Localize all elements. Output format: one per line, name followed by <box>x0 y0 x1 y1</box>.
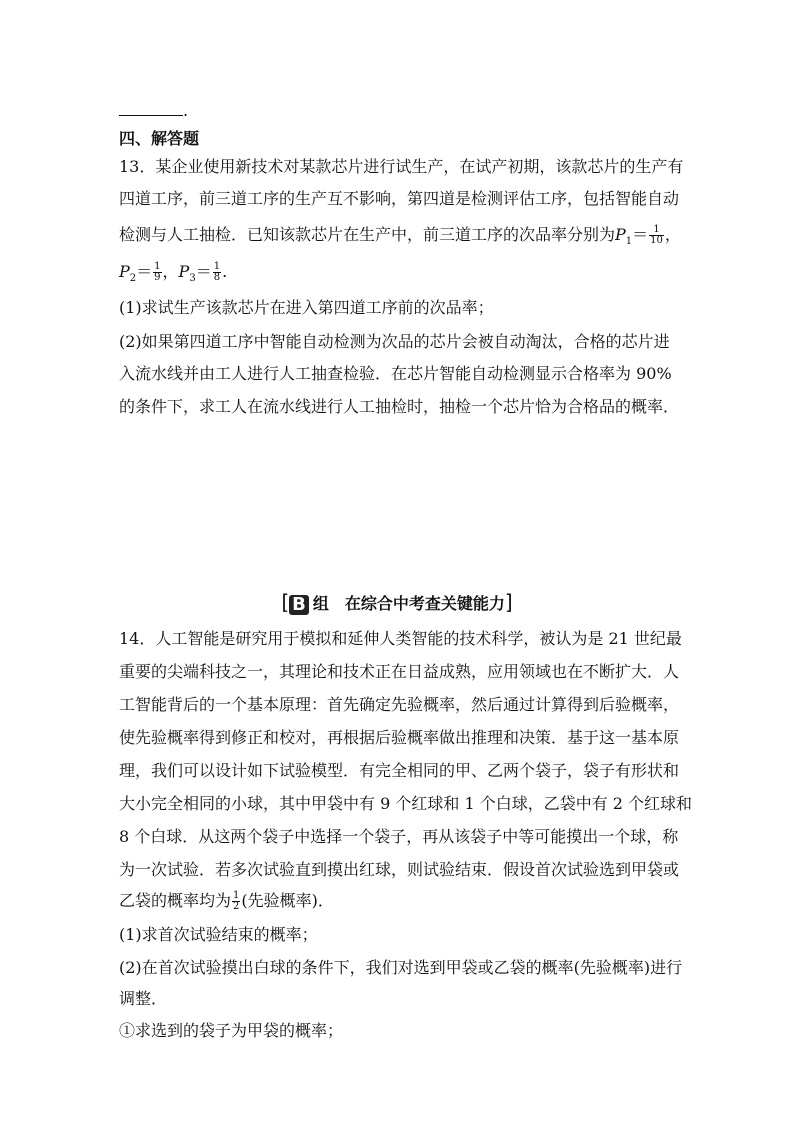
group-b-label: 组 在综合中考查关键能力 <box>312 594 505 613</box>
q13-line-1: 13．某企业使用新技术对某款芯片进行试生产，在试产初期，该款芯片的生产有 <box>119 157 684 176</box>
q14-line-9: 乙袋的概率均为 $\frac{1}{2}$ (先验概率)． <box>119 890 334 912</box>
fraction-p1: $\frac{1}{10}$ <box>650 224 663 246</box>
q13-line-2: 四道工序，前三道工序的生产互不影响，第四道是检测评估工序，包括智能自动 <box>119 189 680 208</box>
q14-line-4: 使先验概率得到修正和校对，再根据后验概率做出推理和决策．基于这一基本原 <box>119 728 680 747</box>
q13-line-4: $P_2=$ $\frac{1}{9}$ ，$P_3=$ $\frac{1}{8}$ . <box>119 261 228 285</box>
group-b-title: [ B 组 在综合中考查关键能力] <box>281 590 513 615</box>
answer-blank-line: . <box>119 101 679 121</box>
q14-line-8: 为一次试验．若多次试验直到摸出红球，则试验结束．假设首次试验选到甲袋或 <box>119 860 680 879</box>
q14-line-3: 工智能背后的一个基本原理：首先确定先验概率，然后通过计算得到后验概率， <box>119 695 680 714</box>
q13-sub2-line-2: 入流水线并由工人进行人工抽查检验．在芯片智能自动检测显示合格率为 90% <box>119 364 672 383</box>
q14-sub1: (1)求首次试验结束的概率； <box>119 925 318 944</box>
q13-sub1: (1)求试生产该款芯片在进入第四道工序前的次品率； <box>119 298 494 317</box>
fraction-p3: $\frac{1}{8}$ <box>213 261 221 283</box>
section-heading: 四、解答题 <box>119 129 200 148</box>
q14-line-1: 14．人工智能是研究用于模拟和延伸人类智能的技术科学，被认为是 21 世纪最 <box>119 629 682 648</box>
q14-line-2: 重要的尖端科技之一，其理论和技术正在日益成熟，应用领域也在不断扩大．人 <box>119 662 680 681</box>
q14-line-5: 理，我们可以设计如下试验模型．有完全相同的甲、乙两个袋子，袋子有形状和 <box>119 761 680 780</box>
fraction-half: $\frac{1}{2}$ <box>233 890 240 912</box>
q13-line-3-text: 检测与人工抽检．已知该款芯片在生产中，前三道工序的次品率分别为 <box>119 225 616 244</box>
q14-line-6: 大小完全相同的小球，其中甲袋中有 9 个红球和 1 个白球，乙袋中有 2 个红球和 <box>119 794 693 813</box>
group-b-badge: B <box>289 595 309 615</box>
q13-line-3: 检测与人工抽检．已知该款芯片在生产中，前三道工序的次品率分别为$P_1=$ $\frac{1}{10}$ ， <box>119 224 681 248</box>
q13-sub2-line-3: 的条件下，求工人在流水线进行人工抽检时，抽检一个芯片恰为合格品的概率． <box>119 397 680 416</box>
q14-line-7: 8 个白球．从这两个袋子中选择一个袋子，再从该袋子中等可能摸出一个球，称 <box>119 827 679 846</box>
q14-sub2-item-1: ①求选到的袋子为甲袋的概率； <box>119 1021 344 1040</box>
q14-sub2-line-1: (2)在首次试验摸出白球的条件下，我们对选到甲袋或乙袋的概率(先验概率)进行 <box>119 958 683 977</box>
q14-sub2-line-2: 调整． <box>119 989 168 1008</box>
q13-sub2-line-1: (2)如果第四道工序中智能自动检测为次品的芯片会被自动淘汰，合格的芯片进 <box>119 332 670 351</box>
answer-blank <box>119 101 183 116</box>
fraction-p2: $\frac{1}{9}$ <box>154 261 161 283</box>
